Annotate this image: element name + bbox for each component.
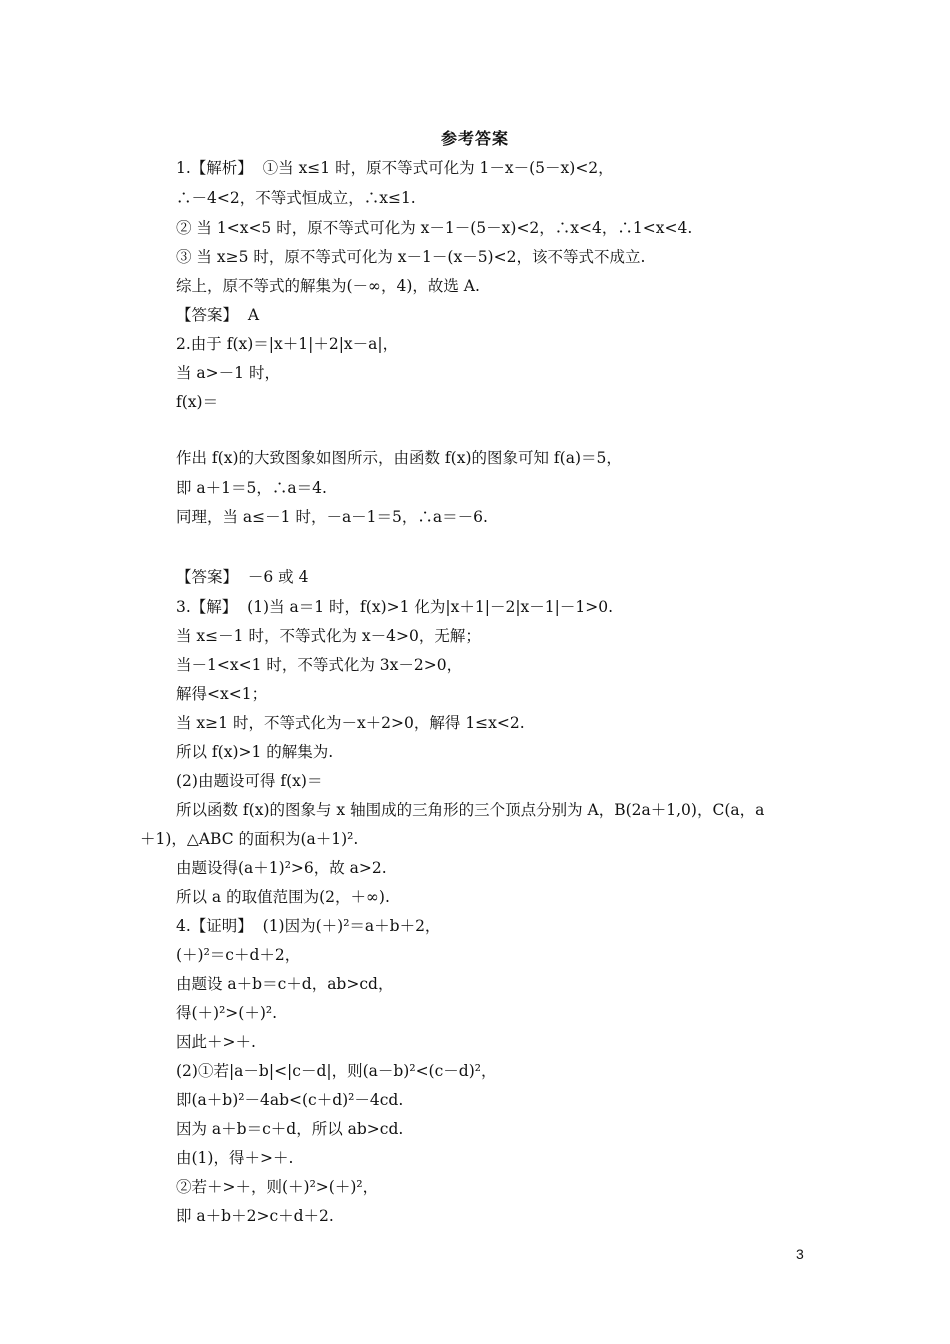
answer-line: (＋)²＝c＋d＋2， [176, 946, 301, 964]
answer-line: 所以函数 f(x)的图象与 x 轴围成的三角形的三个顶点分别为 A，B(2a＋1,0)，C(a，a [176, 801, 765, 819]
answer-line: 即(a＋b)²－4ab<(c＋d)²－4cd. [176, 1091, 404, 1109]
answer-line: 4.【证明】 (1)因为(＋)²＝a＋b＋2， [176, 917, 441, 935]
answer-line: 因此＋>＋. [176, 1033, 256, 1051]
answer-line: 所以 f(x)>1 的解集为. [176, 743, 334, 761]
answer-line: 2.由于 f(x)＝|x＋1|＋2|x－a|， [176, 335, 399, 353]
answer-line: 由题设得(a＋1)²>6，故 a>2. [176, 859, 387, 877]
answer-line: 由题设 a＋b＝c＋d，ab>cd， [176, 975, 394, 993]
answer-line: ∴－4<2，不等式恒成立，∴x≤1. [176, 189, 416, 207]
answer-line: ＋1)，△ABC 的面积为(a＋1)². [140, 830, 359, 848]
answer-line: 1.【解析】 ①当 x≤1 时，原不等式可化为 1－x－(5－x)<2， [176, 159, 614, 177]
answer-line: (2)由题设可得 f(x)＝ [176, 772, 323, 790]
answer-line: 当 x≥1 时，不等式化为－x＋2>0，解得 1≤x<2. [176, 714, 525, 732]
answer-line: 解得<x<1； [176, 685, 268, 703]
page-number: 3 [796, 1246, 804, 1262]
answer-line: (2)①若|a－b|<|c－d|，则(a－b)²<(c－d)²， [176, 1062, 497, 1080]
answer-line: 由(1)，得＋>＋. [176, 1149, 294, 1167]
answer-line: ②若＋>＋，则(＋)²>(＋)²， [176, 1178, 379, 1196]
answer-line: 当 x≤－1 时，不等式化为 x－4>0，无解； [176, 627, 481, 645]
answer-line: 得(＋)²>(＋)². [176, 1004, 278, 1022]
answer-line: ③ 当 x≥5 时，原不等式可化为 x－1－(x－5)<2，该不等式不成立. [176, 248, 646, 266]
answer-line: 所以 a 的取值范围为(2，＋∞). [176, 888, 390, 906]
answer-line: 同理，当 a≤－1 时，－a－1＝5，∴a＝－6. [176, 508, 488, 526]
answer-line: 当－1<x<1 时，不等式化为 3x－2>0， [176, 656, 463, 674]
answer-line: 即 a＋b＋2>c＋d＋2. [176, 1207, 334, 1225]
answer-line: 3.【解】 (1)当 a＝1 时，f(x)>1 化为|x＋1|－2|x－1|－1>0. [176, 598, 613, 616]
answer-line: 当 a>－1 时， [176, 364, 280, 382]
answer-line: 综上，原不等式的解集为(－∞，4)，故选 A. [176, 277, 480, 295]
answer-line: 即 a＋1＝5，∴a＝4. [176, 479, 327, 497]
page-title: 参考答案 [440, 129, 509, 148]
answer-line: 【答案】 A [176, 306, 260, 324]
answer-line: 作出 f(x)的大致图象如图所示，由函数 f(x)的图象可知 f(a)＝5， [176, 449, 622, 467]
answer-line: f(x)＝ [176, 393, 219, 411]
answer-line: 因为 a＋b＝c＋d，所以 ab>cd. [176, 1120, 404, 1138]
answer-line: ② 当 1<x<5 时，原不等式可化为 x－1－(5－x)<2，∴x<4，∴1<x<4. [176, 219, 693, 237]
answer-line: 【答案】 －6 或 4 [176, 568, 309, 586]
